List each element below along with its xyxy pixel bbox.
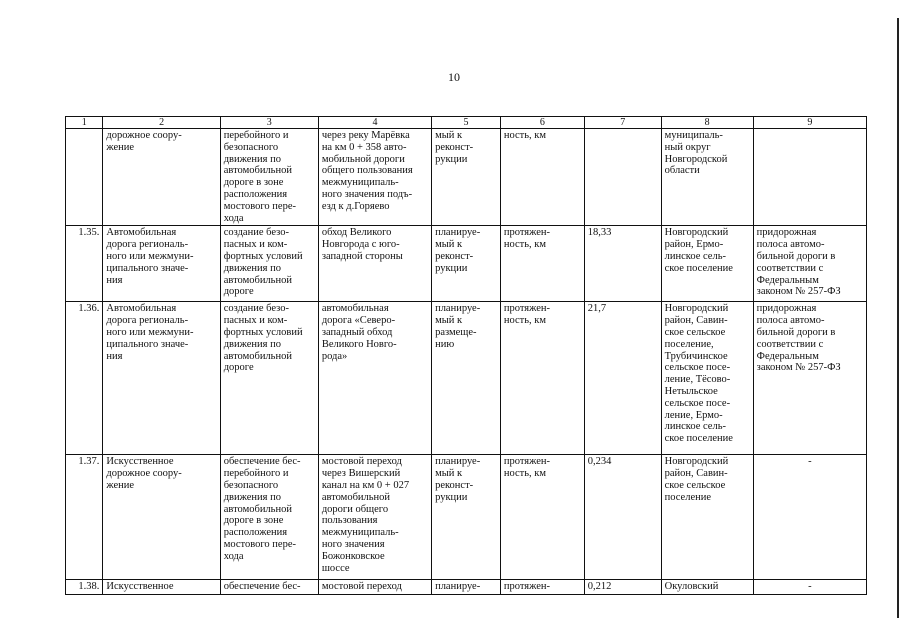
object-type-cell: Автомобильная дорога региональ- ного или межмуни- ципального значе- ния (103, 302, 220, 455)
column-header: 9 (753, 117, 866, 129)
location-cell: Новгородский район, Савин- ское сельское поселение, Трубичинское сельское посе- ление, Тёсово- Нетыльское сельское посе- ление, Ермо- линское сель- ское поселение (661, 302, 753, 455)
column-header: 2 (103, 117, 220, 129)
object-name-cell: мостовой переход через Вишерский канал на км 0 + 027 автомобильной дороги общего пользования межмуниципаль- ного значения Божонковское шоссе (318, 455, 431, 580)
objects-table (65, 116, 867, 595)
zone-cell: - (753, 455, 866, 580)
scan-edge-line (897, 18, 899, 618)
characteristic-cell: протяжен- ность, км (500, 455, 584, 580)
object-type-cell: Автомобильная дорога региональ- ного или межмуни- ципального значе- ния (103, 226, 220, 302)
row-number-cell: 1.38. (66, 580, 103, 595)
characteristic-cell: ность, км (500, 129, 584, 226)
value-cell: 18,33 (584, 226, 661, 302)
object-name-cell: через реку Марёвка на км 0 + 358 авто- мобильной дороги общего пользования межмуниципаль- ного значения подъ- езд к д.Горяево (318, 129, 431, 226)
purpose-cell: перебойного и безопасного движения по автомобильной дороге в зоне расположения мостового пере- хода (220, 129, 318, 226)
location-cell: Новгородский район, Савин- ское сельское поселение (661, 455, 753, 580)
zone-cell: придорожная полоса автомо- бильной дороги в соответствии с Федеральным законом № 257-ФЗ (753, 302, 866, 455)
value-cell (584, 129, 661, 226)
status-cell: планируе- мый к реконст- рукции (432, 455, 501, 580)
zone-cell: - (753, 580, 866, 595)
row-number-cell: 1.36. (66, 302, 103, 455)
object-name-cell: мостовой переход (318, 580, 431, 595)
status-cell: мый к реконст- рукции (432, 129, 501, 226)
characteristic-cell: протяжен- ность, км (500, 302, 584, 455)
table-row (66, 302, 867, 455)
table-row (66, 226, 867, 302)
page-number: 10 (448, 70, 460, 84)
table-row (66, 580, 867, 595)
object-name-cell: обход Великого Новгорода с юго- западной стороны (318, 226, 431, 302)
object-type-cell: дорожное соору- жение (103, 129, 220, 226)
zone-cell (753, 129, 866, 226)
status-cell: планируе- мый к размеще- нию (432, 302, 501, 455)
purpose-cell: создание безо- пасных и ком- фортных условий движения по автомобильной дороге (220, 302, 318, 455)
purpose-cell: создание безо- пасных и ком- фортных условий движения по автомобильной дороге (220, 226, 318, 302)
object-name-cell: автомобильная дорога «Северо- западный обход Великого Новго- рода» (318, 302, 431, 455)
row-number-cell (66, 129, 103, 226)
characteristic-cell: протяжен- (500, 580, 584, 595)
location-cell: Окуловский (661, 580, 753, 595)
column-header: 5 (432, 117, 501, 129)
column-header: 8 (661, 117, 753, 129)
zone-cell: придорожная полоса автомо- бильной дороги в соответствии с Федеральным законом № 257-ФЗ (753, 226, 866, 302)
column-header: 4 (318, 117, 431, 129)
value-cell: 0,234 (584, 455, 661, 580)
characteristic-cell: протяжен- ность, км (500, 226, 584, 302)
table-row (66, 129, 867, 226)
status-cell: планируе- (432, 580, 501, 595)
object-type-cell: Искусственное (103, 580, 220, 595)
column-header: 3 (220, 117, 318, 129)
object-type-cell: Искусственное дорожное соору- жение (103, 455, 220, 580)
purpose-cell: обеспечение бес- перебойного и безопасного движения по автомобильной дороге в зоне расположения мостового пере- хода (220, 455, 318, 580)
location-cell: Новгородский район, Ермо- линское сель- ское поселение (661, 226, 753, 302)
row-number-cell: 1.37. (66, 455, 103, 580)
header-row (66, 117, 867, 129)
location-cell: муниципаль- ный округ Новгородской области (661, 129, 753, 226)
row-number-cell: 1.35. (66, 226, 103, 302)
column-header: 1 (66, 117, 103, 129)
value-cell: 0,212 (584, 580, 661, 595)
value-cell: 21,7 (584, 302, 661, 455)
status-cell: планируе- мый к реконст- рукции (432, 226, 501, 302)
column-header: 7 (584, 117, 661, 129)
table-row (66, 455, 867, 580)
column-header: 6 (500, 117, 584, 129)
purpose-cell: обеспечение бес- (220, 580, 318, 595)
